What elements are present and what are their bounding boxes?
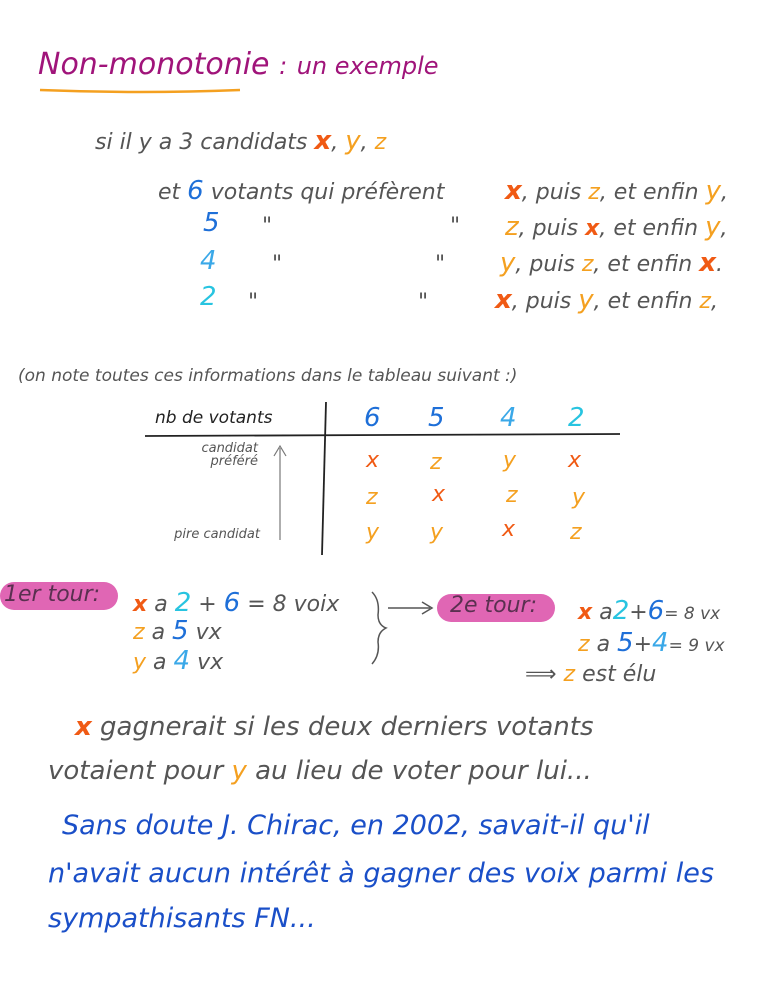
title-main: Non-monotonie bbox=[38, 47, 270, 82]
cell-r2-c3: z bbox=[506, 483, 518, 508]
cell-r3-c4: z bbox=[570, 520, 582, 545]
tour1-line1: x a 2 + 6 = 8 voix bbox=[133, 588, 340, 618]
cell-r3-c3: x bbox=[502, 517, 516, 542]
tour2-result: ⟹ z est élu bbox=[525, 662, 657, 687]
intro-line: si il y a 3 candidats x, y, z bbox=[95, 126, 387, 156]
voter-count-3: 4 bbox=[200, 246, 217, 276]
tour1-line3: y a 4 vx bbox=[133, 646, 224, 676]
remark-line1: Sans doute J. Chirac, en 2002, savait-il qu'il bbox=[62, 810, 650, 841]
remark-line2: n'avait aucun intérêt à gagner des voix parmi les bbox=[48, 858, 714, 889]
cell-r1-c4: x bbox=[568, 448, 582, 473]
candidate-x: x bbox=[314, 126, 332, 156]
table-count-5: 5 bbox=[428, 403, 445, 433]
tour1-line2: z a 5 vx bbox=[133, 616, 222, 646]
ditto-4a: " bbox=[248, 290, 259, 315]
voter-count-4: 2 bbox=[200, 282, 217, 312]
cell-r1-c2: z bbox=[430, 450, 442, 475]
tour1-label: 1er tour: bbox=[4, 582, 101, 607]
voter-pref-4: x, puis y, et enfin z, bbox=[495, 285, 718, 315]
ditto-2a: " bbox=[262, 214, 273, 239]
candidate-y: y bbox=[345, 126, 361, 156]
voter-count-2: 5 bbox=[203, 208, 220, 238]
cell-r2-c4: y bbox=[572, 485, 586, 510]
cell-r1-c1: x bbox=[366, 448, 380, 473]
voter-line-1: et 6 votants qui préfèrent bbox=[158, 176, 445, 206]
voter-pref-2: z, puis x, et enfin y, bbox=[505, 212, 728, 242]
table-top-label: candidat préféré bbox=[201, 441, 258, 469]
voter-pref-1: x, puis z, et enfin y, bbox=[505, 176, 728, 206]
table-note: (on note toutes ces informations dans le tableau suivant :) bbox=[18, 366, 518, 386]
table-count-4: 4 bbox=[500, 403, 517, 433]
table-count-2: 2 bbox=[568, 403, 585, 433]
voter-pref-3: y, puis z, et enfin x. bbox=[500, 248, 723, 278]
ditto-3b: " bbox=[435, 252, 446, 277]
implies-arrow-icon: ⟹ bbox=[525, 662, 557, 687]
table-count-6: 6 bbox=[364, 403, 381, 433]
ditto-4b: " bbox=[418, 290, 429, 315]
table-header-label: nb de votants bbox=[155, 408, 273, 428]
title-sub: un exemple bbox=[296, 52, 439, 80]
cell-r3-c1: y bbox=[366, 520, 380, 545]
title-sep: : bbox=[279, 52, 288, 80]
ditto-2b: " bbox=[450, 214, 461, 239]
remark-line3: sympathisants FN... bbox=[48, 903, 316, 934]
tour2-line1: x a2+6= 8 vx bbox=[578, 596, 721, 626]
tour2-label: 2e tour: bbox=[450, 593, 538, 618]
cell-r3-c2: y bbox=[430, 520, 444, 545]
cell-r2-c1: z bbox=[366, 485, 378, 510]
conclusion-line1: x gagnerait si les deux derniers votants bbox=[75, 712, 594, 742]
cell-r2-c2: x bbox=[432, 482, 446, 507]
candidate-z: z bbox=[374, 130, 387, 155]
conclusion-line2: votaient pour y au lieu de voter pour lui... bbox=[48, 756, 592, 786]
cell-r1-c3: y bbox=[503, 448, 517, 473]
tour2-line2: z a 5+4= 9 vx bbox=[578, 628, 725, 658]
table-bottom-label: pire candidat bbox=[174, 527, 260, 542]
ditto-3a: " bbox=[272, 252, 283, 277]
